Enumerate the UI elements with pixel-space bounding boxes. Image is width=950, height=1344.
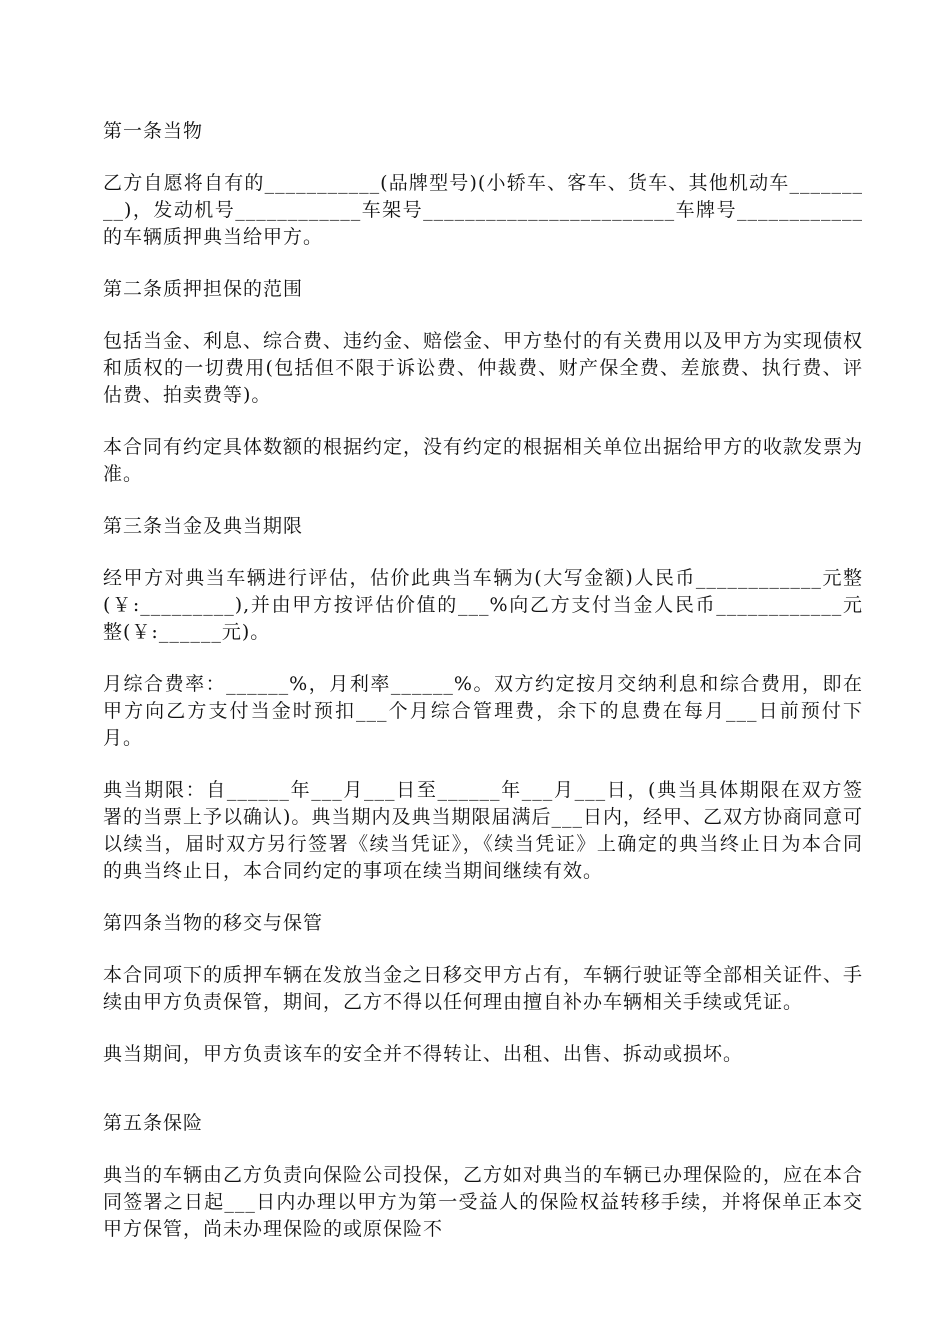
paragraph: 典当期间，甲方负责该车的安全并不得转让、出租、出售、拆动或损坏。 [103, 1043, 744, 1065]
paragraph: 乙方自愿将自有的___________(品牌型号)(小轿车、客车、货车、其他机动车_________)，发动机号____________车架号________________________车牌号____________的车辆质押典当给甲方。 [103, 172, 863, 248]
paragraph: 典当期限：自______年___月___日至______年___月___日，(典当具体期限在双方签署的当票上予以确认)。典当期内及典当期限届满后___日内，经甲、乙双方协商同意可以续当，届时双方另行签署《续当凭证》，《续当凭证》上确定的典当终止日为本合同的典当终止日，本合同约定的事项在续当期间继续有效。 [103, 779, 863, 882]
contract-body [103, 118, 863, 1243]
section-heading: 第二条质押担保的范围 [103, 278, 304, 300]
paragraph: 经甲方对典当车辆进行评估，估价此典当车辆为(大写金额)人民币____________元整(￥:_________),并由甲方按评估价值的___%向乙方支付当金人民币____________元整(￥:______元)。 [103, 567, 863, 643]
section-heading: 第一条当物 [103, 120, 204, 142]
paragraph: 本合同有约定具体数额的根据约定，没有约定的根据相关单位出据给甲方的收款发票为准。 [103, 436, 864, 485]
paragraph: 本合同项下的质押车辆在发放当金之日移交甲方占有，车辆行驶证等全部相关证件、手续由甲方负责保管，期间，乙方不得以任何理由擅自补办车辆相关手续或凭证。 [103, 964, 864, 1013]
section-heading: 第四条当物的移交与保管 [103, 912, 324, 934]
section-heading: 第三条当金及典当期限 [103, 515, 304, 537]
section-heading: 第五条保险 [103, 1112, 204, 1134]
paragraph: 月综合费率：______%，月利率______%。双方约定按月交纳利息和综合费用，即在甲方向乙方支付当金时预扣___个月综合管理费，余下的息费在每月___日前预付下月。 [103, 673, 863, 749]
paragraph: 典当的车辆由乙方负责向保险公司投保，乙方如对典当的车辆已办理保险的，应在本合同签署之日起___日内办理以甲方为第一受益人的保险权益转移手续，并将保单正本交甲方保管，尚未办理保险的或原保险不 [103, 1164, 864, 1240]
paragraph: 包括当金、利息、综合费、违约金、赔偿金、甲方垫付的有关费用以及甲方为实现债权和质权的一切费用(包括但不限于诉讼费、仲裁费、财产保全费、差旅费、执行费、评估费、拍卖费等)。 [103, 330, 864, 406]
